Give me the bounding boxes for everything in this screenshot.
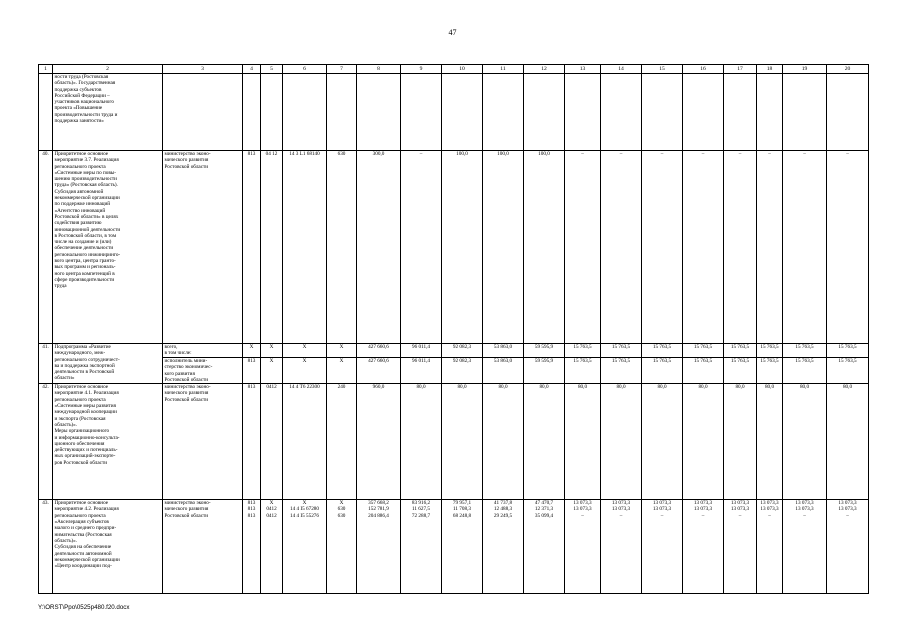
measure-name: Подпрограмма «Развитие международного, меж- регионального сотрудничест- ва и поддержка экспортной деятельности в Ростовской области» (53, 344, 163, 384)
value-cell: – (757, 151, 783, 344)
value-cell: 15 763,5 (601, 358, 642, 384)
value-cell: 15 763,5 (683, 344, 724, 358)
value-cell: 15 763,5 (724, 358, 757, 384)
header-cell: 18 (757, 65, 783, 74)
executor: всего, в том числе: (163, 344, 243, 358)
value-cell (565, 500, 601, 594)
value-line: 41 737,8 (493, 500, 513, 507)
header-cell: 9 (401, 65, 442, 74)
value-cell: 14 3 L1 68140 (283, 151, 327, 344)
value-cell: 15 763,5 (565, 344, 601, 358)
header-cell: 16 (683, 65, 724, 74)
value-line: 12 488,3 (493, 506, 513, 513)
value-line: 29 249,5 (493, 512, 513, 519)
value-line: 72 288,7 (411, 512, 431, 519)
value-line: 13 073,3 (730, 500, 750, 507)
row-number: 40. (39, 151, 53, 344)
value-cell: 80,0 (757, 384, 783, 500)
value-line: 13 073,3 (693, 506, 713, 513)
value-line: – (660, 512, 664, 519)
value-cell (442, 500, 483, 594)
value-cell: X (283, 344, 327, 358)
header-cell: 12 (524, 65, 565, 74)
value-line: 13 073,3 (652, 506, 672, 513)
value-cell: 92 082,3 (442, 344, 483, 358)
header-cell: 4 (243, 65, 261, 74)
value-line: 13 073,3 (760, 500, 779, 507)
value-line: 813 (247, 500, 256, 507)
value-cell (683, 500, 724, 594)
value-line: 13 073,3 (795, 506, 814, 513)
value-line: 14 4 I5 67280 (290, 506, 319, 513)
value-cell: 15 763,5 (827, 344, 869, 358)
measure-name: Приоритетное основное мероприятие 4.2. Реализация регионального проекта «Акселерация субъектов малого и среднего предпри- нимательства (Ростовская область)». Субсидия на обеспечение деятельности автономной некоммерческой организации «Центр координации под- (53, 500, 163, 594)
header-cell: 7 (327, 65, 357, 74)
value-cell (724, 500, 757, 594)
value-line: 35 099,4 (534, 512, 554, 519)
budget-table (38, 64, 869, 594)
value-line: – (768, 512, 771, 519)
value-line: 630 (337, 506, 346, 513)
value-line: 630 (337, 512, 346, 519)
page-number: 47 (448, 28, 457, 37)
value-line: 152 781,9 (368, 506, 389, 513)
value-line: – (581, 512, 584, 519)
value-line: – (803, 512, 806, 519)
header-cell: 17 (724, 65, 757, 74)
value-cell: 80,0 (783, 384, 827, 500)
value-line: 13 073,3 (652, 500, 672, 507)
value-line: 13 073,3 (611, 506, 631, 513)
value-cell: 15 763,5 (565, 358, 601, 384)
measure-name: Приоритетное основное мероприятие 3.7. Реализация регионального проекта «Системные меры по повы- шению производительности труда» (Ростовская область). Субсидия автономной некоммерческой организации по поддержке инноваций «Агентство инноваций Ростовской области» в целях содействия развитию инновационной деятельности в Ростовской области, в том числе на создание и (или) обеспечение деятельности регионального инжиниринго- вого центра, центра гранто- вых программ и региональ- ного центра компетенций в сфере производительности труда (53, 151, 163, 344)
value-cell (401, 500, 442, 594)
table-row (39, 74, 869, 151)
row-number: 42. (39, 384, 53, 500)
value-line: 13 073,3 (838, 506, 857, 513)
value-cell: – (401, 151, 442, 344)
executor: министерство эконо- мического развития Ростовской области (163, 500, 243, 594)
value-cell: X (261, 344, 283, 358)
value-line: 11 627,5 (412, 506, 430, 513)
executor: исполнитель мини- стерство экономичес- кого развития Ростовской области (163, 358, 243, 384)
value-cell (283, 500, 327, 594)
value-line: 14 4 I5 55276 (290, 512, 319, 519)
value-cell: 15 763,5 (683, 358, 724, 384)
header-cell: 19 (783, 65, 827, 74)
value-cell: 15 763,5 (724, 344, 757, 358)
header-cell: 14 (601, 65, 642, 74)
value-cell: 15 763,5 (827, 358, 869, 384)
header-cell: 2 (53, 65, 163, 74)
value-cell: 80,0 (724, 384, 757, 500)
executor: министерство эконо- мического развития Ростовской области (163, 151, 243, 344)
value-line: 13 073,3 (693, 500, 713, 507)
value-cell (327, 500, 357, 594)
header-cell: 8 (357, 65, 401, 74)
value-line: 813 (247, 512, 256, 519)
value-line: 68 248,8 (452, 512, 472, 519)
header-cell: 5 (261, 65, 283, 74)
row-number (39, 74, 53, 151)
value-cell (827, 500, 869, 594)
value-cell: – (642, 151, 683, 344)
table-row (39, 344, 869, 358)
value-cell: 15 763,5 (642, 344, 683, 358)
value-cell: 427 660,6 (357, 358, 401, 384)
value-cell: 630 (327, 151, 357, 344)
value-cell: 15 763,5 (757, 344, 783, 358)
value-cell: 80,0 (524, 384, 565, 500)
header-cell: 20 (827, 65, 869, 74)
value-cell: 53 863,0 (483, 358, 524, 384)
value-cell: 15 763,5 (757, 358, 783, 384)
value-cell: 96 011,4 (401, 358, 442, 384)
value-line: 13 073,3 (838, 500, 857, 507)
value-cell: X (327, 344, 357, 358)
value-cell: 80,0 (827, 384, 869, 500)
value-cell (601, 500, 642, 594)
value-cell: – (565, 151, 601, 344)
header-cell: 11 (483, 65, 524, 74)
value-line: – (738, 512, 742, 519)
value-cell: X (283, 358, 327, 384)
value-cell: 427 660,6 (357, 344, 401, 358)
header-cell: 1 (39, 65, 53, 74)
value-line: 13 073,3 (795, 500, 814, 507)
value-cell (357, 500, 401, 594)
value-cell: 92 082,3 (442, 358, 483, 384)
value-line: 357 668,2 (368, 500, 389, 507)
value-cell: 80,0 (401, 384, 442, 500)
value-line: 12 371,3 (534, 506, 554, 513)
value-line: – (701, 512, 705, 519)
measure-name: ности труда (Ростовская область)». Государственная поддержка субъектов Российской Федерации – участников национального проекта «Повышение производительности труда и поддержка занятости» (53, 74, 163, 151)
header-cell: 6 (283, 65, 327, 74)
value-line: 0412 (266, 506, 277, 513)
value-cell: X (261, 358, 283, 384)
header-cell: 13 (565, 65, 601, 74)
value-line: X (302, 500, 307, 507)
value-cell (757, 500, 783, 594)
header-cell: 10 (442, 65, 483, 74)
value-cell: 59 595,9 (524, 358, 565, 384)
value-cell: 53 863,0 (483, 344, 524, 358)
header-row (39, 65, 869, 74)
value-cell: – (724, 151, 757, 344)
value-line: 47 470,7 (534, 500, 554, 507)
value-line: 13 073,3 (611, 500, 631, 507)
value-cell: 96 011,4 (401, 344, 442, 358)
value-cell: 80,0 (483, 384, 524, 500)
value-cell (261, 500, 283, 594)
value-cell: 100,0 (442, 151, 483, 344)
value-cell: – (783, 151, 827, 344)
value-cell: 15 763,5 (642, 358, 683, 384)
table-row (39, 151, 869, 344)
value-cell: 960,0 (357, 384, 401, 500)
value-cell: 813 (243, 151, 261, 344)
value-cell: – (601, 151, 642, 344)
value-cell: 80,0 (442, 384, 483, 500)
measure-name: Приоритетное основное мероприятие 4.1. Реализация регионального проекта «Системные меры развития международной кооперации и экспорта (Ростовская область)». Меры организационного и информационно-консульта- ционного обеспечения действующих и потенциаль- ных организаций-экспорте- ров Ростовской области (53, 384, 163, 500)
value-cell: 240 (327, 384, 357, 500)
value-cell: 04 12 (261, 151, 283, 344)
value-line: 13 073,3 (573, 506, 592, 513)
value-cell: 100,0 (524, 151, 565, 344)
value-cell: 813 (243, 358, 261, 384)
table-row (39, 500, 869, 594)
row-number: 43. (39, 500, 53, 594)
value-cell: 300,0 (357, 151, 401, 344)
file-path-footer: Y:\ORST\Ppo\0525p480.f20.docx (38, 604, 130, 611)
value-cell (243, 500, 261, 594)
header-cell: 3 (163, 65, 243, 74)
value-cell: – (683, 151, 724, 344)
value-cell (524, 500, 565, 594)
value-line: 13 073,3 (730, 506, 750, 513)
value-line: 13 073,3 (573, 500, 592, 507)
value-cell: X (243, 344, 261, 358)
value-line: X (269, 500, 274, 507)
value-line: 83 916,2 (411, 500, 431, 507)
value-cell: 0412 (261, 384, 283, 500)
value-cell: 14 4 Т6 22300 (283, 384, 327, 500)
value-cell: 80,0 (642, 384, 683, 500)
value-cell: 15 763,5 (783, 344, 827, 358)
value-cell: 80,0 (601, 384, 642, 500)
row-number: 41. (39, 344, 53, 384)
value-cell (783, 500, 827, 594)
value-line: 813 (247, 506, 256, 513)
value-cell: – (827, 151, 869, 344)
value-cell: 100,0 (483, 151, 524, 344)
value-line: 79 957,1 (452, 500, 472, 507)
executor: министерство эконо- мического развития Ростовской области (163, 384, 243, 500)
value-cell: 80,0 (565, 384, 601, 500)
value-cell: X (327, 358, 357, 384)
value-line: X (339, 500, 344, 507)
value-cell: 813 (243, 384, 261, 500)
value-line: 204 886,4 (368, 512, 389, 519)
header-cell: 15 (642, 65, 683, 74)
value-cell: 15 763,5 (601, 344, 642, 358)
value-line: 11 708,3 (453, 506, 471, 513)
value-line: – (846, 512, 849, 519)
value-cell: 15 763,5 (783, 358, 827, 384)
value-cell (483, 500, 524, 594)
value-line: 0412 (266, 512, 277, 519)
value-line: – (619, 512, 623, 519)
table-row (39, 358, 869, 384)
table-row (39, 384, 869, 500)
value-line: 13 073,3 (760, 506, 779, 513)
value-cell: 59 595,9 (524, 344, 565, 358)
value-cell (642, 500, 683, 594)
value-cell: 80,0 (683, 384, 724, 500)
